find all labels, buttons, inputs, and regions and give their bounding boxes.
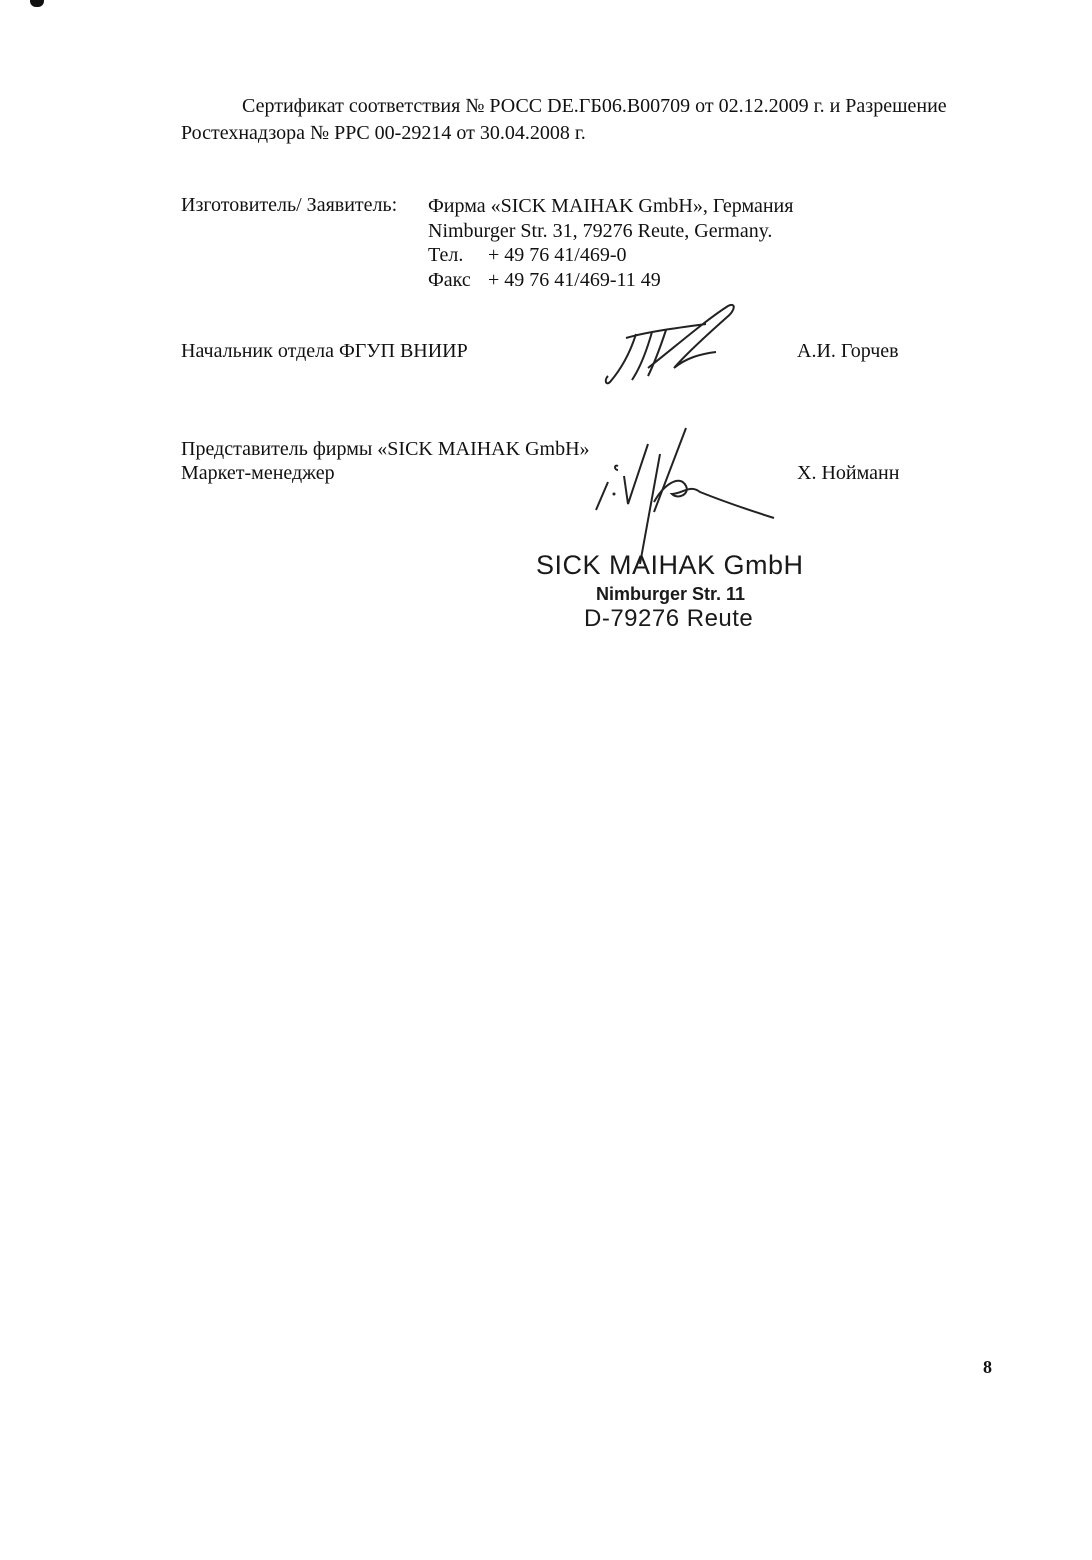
manufacturer-phone-row [428,243,793,268]
manufacturer-address: Nimburger Str. 31, 79276 Reute, Germany. [428,219,773,242]
manufacturer-company: Фирма «SICK MAIHAK GmbH», Германия [428,195,794,217]
scan-artifact [30,0,44,7]
manufacturer-label: Изготовитель/ Заявитель: [181,194,398,216]
phone-value: + 49 76 41/469-0 [488,244,627,266]
representative-name: Х. Нойманн [797,462,900,484]
fax-value: + 49 76 41/469-11 49 [488,268,661,291]
manufacturer-fax-row [428,268,793,293]
head-name: А.И. Горчев [797,340,899,362]
fax-label: Факс [428,268,471,291]
certificate-line-1: Сертификат соответствия № РОСС DE.ГБ06.В00709 от 02.12.2009 г. и Разрешение [242,95,947,117]
page-number: 8 [983,1357,992,1377]
certificate-line-2: Ростехнадзора № PPC 00-29214 от 30.04.2008 г. [181,122,586,144]
head-title: Начальник отдела ФГУП ВНИИР [181,340,468,362]
stamp-street: Nimburger Str. 11 [596,584,746,604]
representative-title: Представитель фирмы «SICK MAIHAK GmbH» [181,438,590,460]
phone-label: Тел. [428,244,464,266]
stamp-city: D-79276 Reute [584,605,754,632]
head-signature [596,298,746,390]
manufacturer-details [428,194,793,292]
representative-role: Маркет-менеджер [181,462,335,484]
stamp-company: SICK MAIHAK GmbH [536,550,804,580]
